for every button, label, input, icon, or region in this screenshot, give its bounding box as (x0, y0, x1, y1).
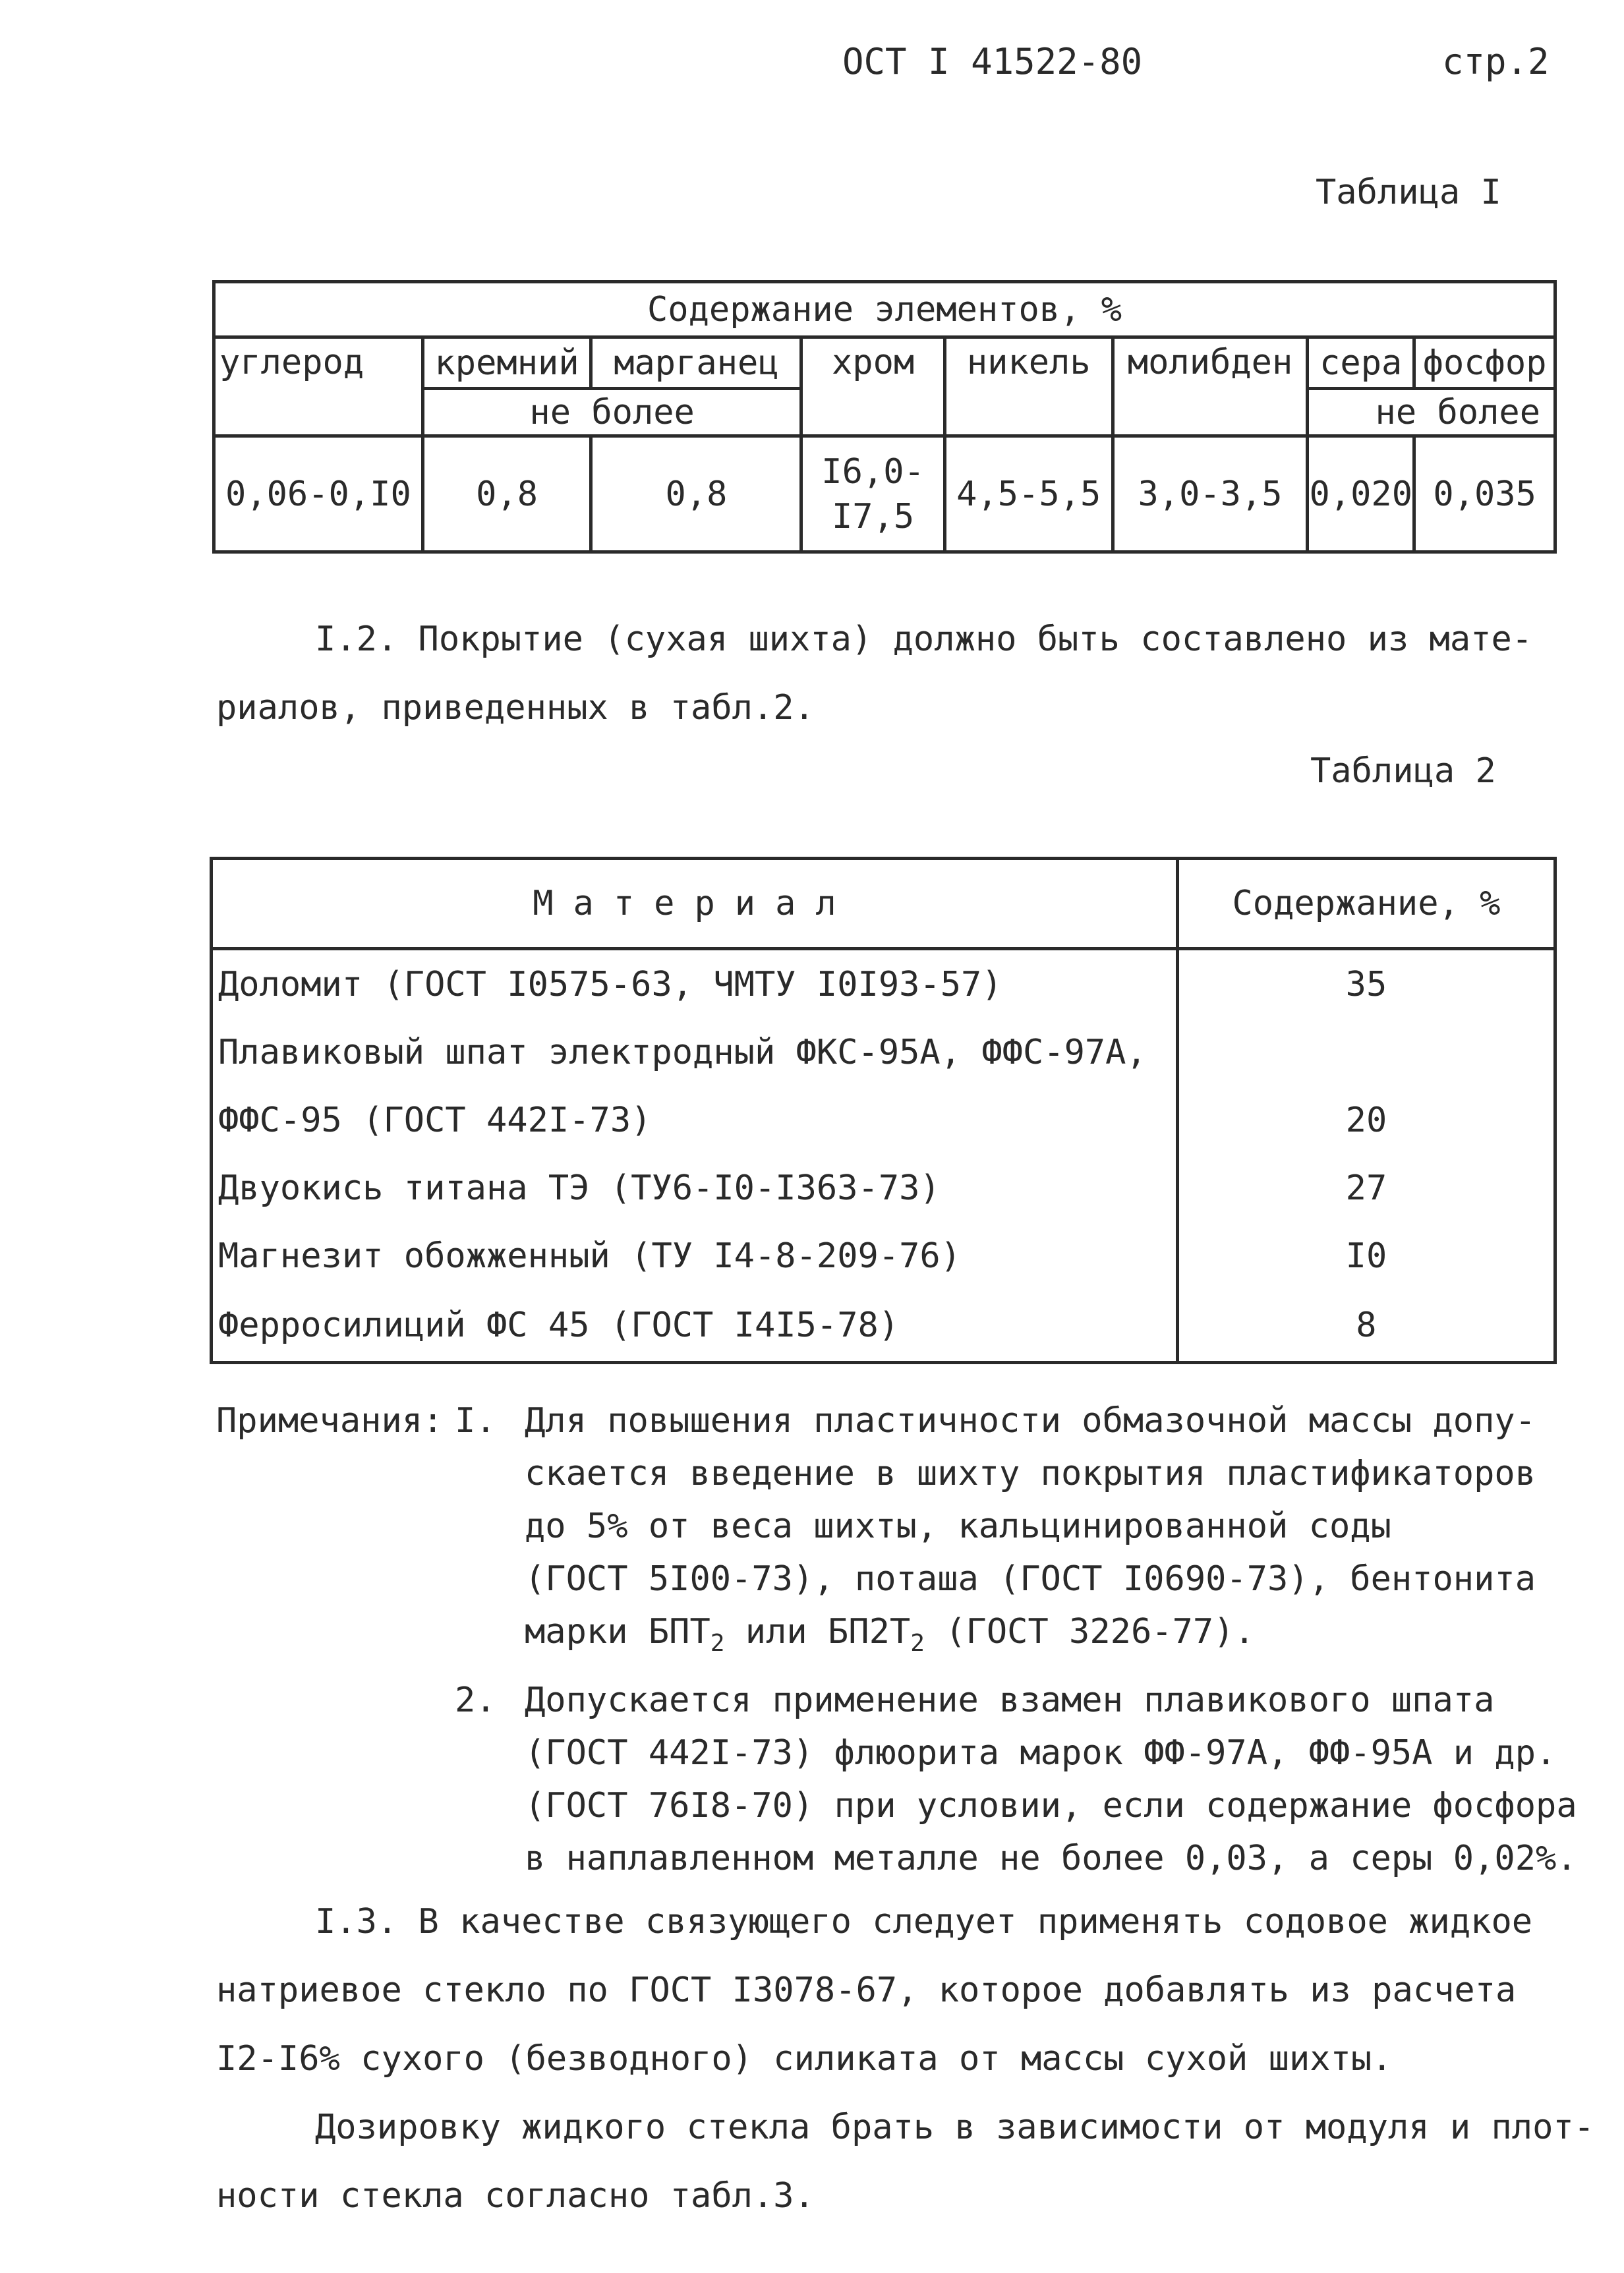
note2-line4: в наплавленном металле не более 0,03, а серы 0,02%. (525, 1839, 1577, 1878)
value-manganese: 0,8 (591, 436, 801, 552)
not-more-label-si-mn: не более (422, 389, 801, 436)
material-name: Двуокись титана ТЭ (ТУ6-I0-I363-73) (212, 1154, 1178, 1222)
value-molybdenum: 3,0-3,5 (1113, 436, 1307, 552)
material-content: 20 (1177, 1086, 1555, 1154)
col-header-chromium: хром (801, 337, 944, 436)
table-row (212, 1018, 1555, 1086)
table-row (212, 1154, 1555, 1222)
value-nickel: 4,5-5,5 (944, 436, 1113, 552)
table-row (212, 1222, 1555, 1290)
document-number: ОСТ I 41522-80 (842, 41, 1143, 82)
value-carbon: 0,06-0,I0 (214, 436, 423, 552)
material-name: Доломит (ГОСТ I0575-63, ЧМТУ I0I93-57) (212, 949, 1178, 1019)
para-dosing-line1: Дозировку жидкого стекла брать в зависимости от модуля и плот- (315, 2108, 1595, 2147)
col-header-molybdenum: молибден (1113, 337, 1307, 436)
table-row (212, 1086, 1555, 1154)
material-name: Плавиковый шпат электродный ФКС-95А, ФФС-97А, (212, 1018, 1178, 1086)
value-phosphorus: 0,035 (1414, 436, 1555, 552)
note1-line1: Для повышения пластичности обмазочной массы допу- (525, 1401, 1536, 1441)
value-sulfur: 0,020 (1308, 436, 1414, 552)
note2-line2: (ГОСТ 442I-73) флюорита марок ФФ-97А, ФФ-95А и др. (525, 1733, 1557, 1773)
col-header-silicon: кремний (422, 337, 591, 389)
table1 (212, 280, 1557, 554)
note1-line4: (ГОСТ 5I00-73), поташа (ГОСТ I0690-73), бентонита (525, 1559, 1536, 1599)
table1-caption: Таблица I (1316, 173, 1501, 212)
table1-group-header: Содержание элементов, % (214, 282, 1555, 337)
para-dosing-line2: ности стекла согласно табл.3. (216, 2176, 815, 2216)
col-header-phosphorus: фосфор (1414, 337, 1555, 389)
note2-number: 2. (455, 1681, 496, 1720)
material-name: Ферросилиций ФС 45 (ГОСТ I4I5-78) (212, 1290, 1178, 1363)
material-content (1177, 1018, 1555, 1086)
note2-line3: (ГОСТ 76I8-70) при условии, если содержание фосфора (525, 1786, 1577, 1826)
material-content: 8 (1177, 1290, 1555, 1363)
table-row (212, 1290, 1555, 1363)
page-number: стр.2 (1442, 41, 1550, 82)
note2-line1: Допускается применение взамен плавикового шпата (525, 1681, 1495, 1720)
para-1-3-line1: I.3. В качестве связующего следует применять содовое жидкое (315, 1902, 1533, 1942)
note1-line2: скается введение в шихту покрытия пластификаторов (525, 1454, 1536, 1493)
material-content: I0 (1177, 1222, 1555, 1290)
value-chromium (801, 436, 944, 552)
value-silicon: 0,8 (422, 436, 591, 552)
material-content: 35 (1177, 949, 1555, 1019)
value-chromium-line2: I7,5 (831, 496, 915, 536)
material-name: Магнезит обожженный (ТУ I4-8-209-76) (212, 1222, 1178, 1290)
table2 (210, 857, 1557, 1364)
col-header-sulfur: сера (1308, 337, 1414, 389)
value-chromium-line1: I6,0- (821, 451, 925, 492)
col-header-nickel: никель (944, 337, 1113, 436)
para-1-3-line2: натриевое стекло по ГОСТ I3078-67, которое добавлять из расчета (216, 1971, 1517, 2010)
note1-line3: до 5% от веса шихты, кальцинированной соды (525, 1507, 1391, 1546)
note1-line5: марки $БПТ_2$ или $БП2Т_2$ (ГОСТ 3226-77). (525, 1612, 1255, 1657)
table2-header-material: Материал (212, 859, 1178, 949)
table-row (212, 949, 1555, 1019)
col-header-manganese: марганец (591, 337, 801, 389)
note1-number: I. (455, 1401, 496, 1441)
para-1-3-line3: I2-I6% сухого (безводного) силиката от массы сухой шихты. (216, 2039, 1393, 2079)
notes-label: Примечания: (216, 1401, 444, 1441)
para-1-2-line1: I.2. Покрытие (сухая шихта) должно быть составлено из мате- (315, 619, 1533, 659)
not-more-label-s-p: не более (1308, 389, 1555, 436)
col-header-carbon: углерод (214, 337, 423, 436)
table2-caption: Таблица 2 (1310, 751, 1496, 791)
material-name: ФФС-95 (ГОСТ 442I-73) (212, 1086, 1178, 1154)
material-content: 27 (1177, 1154, 1555, 1222)
para-1-2-line2: риалов, приведенных в табл.2. (216, 688, 815, 728)
table2-header-content: Содержание, % (1177, 859, 1555, 949)
